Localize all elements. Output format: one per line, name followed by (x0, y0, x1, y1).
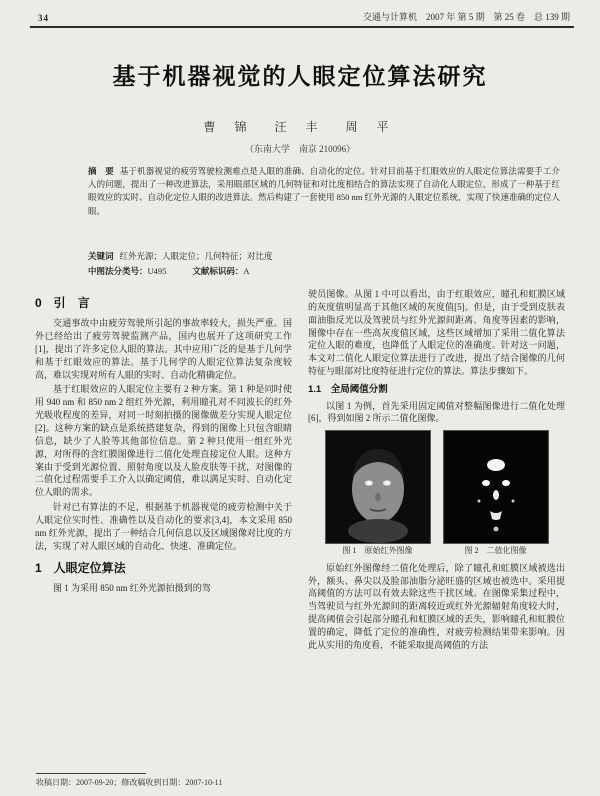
paragraph: 交通事故中由疲劳驾驶所引起的事故率较大，损失严重。国外已经给出了疲劳驾驶监测产品，国内也展开了这项研究工作[1]，提出了许多定位人眼的算法。其中应用广泛的是基于几何学和基于红眼效应的算法。基于几何学的人眼定位算法复杂度较高，难以实现对所有人眼的实时、自动化精确定位。 (35, 318, 292, 380)
abstract-label: 摘 要 (88, 166, 114, 176)
section-1-heading: 1 人眼定位算法 (35, 560, 126, 575)
paragraph: 针对已有算法的不足，根据基于机器视觉的疲劳检测中关于人眼定位实时性、准确性以及自动化的要求[3,4]，本文采用 850 nm 红外光源，提出了一种结合几何信息以及区域图像对比度的方法，实现了对人眼区域的自动化、快速、准确定位。 (35, 502, 292, 551)
keywords-label: 关键词 (88, 251, 114, 261)
received-date-text: 收稿日期：2007-09-20；修改稿收到日期：2007-10-11 (36, 778, 223, 787)
figure-row (308, 431, 565, 543)
page-header (38, 10, 570, 23)
body-columns (35, 288, 565, 766)
paper-title: 基于机器视觉的人眼定位算法研究 (112, 63, 488, 89)
paragraph: 原始红外图像经二值化处理后，除了瞳孔和虹膜区域被选出外，额头、鼻尖以及脸部油脂分泌旺盛的区域也被选中。采用提高阈值的方法可以有效去除这些干扰区域。在图像采集过程中，当驾驶员与红外光源间的距离较近或红外光源辐射角度较大时，提高阈值会引起部分瞳孔和虹膜区域的丢失，影响瞳孔和虹膜位置的确定，降低了定位的准确性，对疲劳检测结果带来影响。因此从实用的角度看，不能采取提高阈值的方法 (308, 562, 565, 650)
figure1-infrared-image (326, 431, 430, 543)
paragraph: 基于红眼效应的人眼定位主要有 2 种方案。第 1 种是同时使用 940 nm 和 850 nm 2 组红外光源，利用瞳孔对不同波长的红外光吸收程度的差异，对同一时刻拍摄的图像做差分实现人眼定位[2]。这种方案的缺点是系统搭建复杂，得到的图像上只包含眼睛信息，缺少了人脸等其他部位信息。第 2 种只使用一组红外光源，对所得的含红膜图像进行二值化处理直接定位人眼。这种方案由于受到光源位置、照射角度以及人脸皮肤等干扰，对图像的二值化过程需要手工介入以确定阈值，难以满足实时、自动化定位人眼的需求。 (35, 384, 292, 498)
authors: 曹 锦 汪 丰 周 平 (203, 120, 397, 134)
received-date-note (36, 773, 296, 788)
paragraph: 图 1 为采用 850 nm 红外光源拍摄到的驾 (53, 582, 211, 593)
paragraph: 以图 1 为例，首先采用固定阈值对整幅图像进行二值化处理[6]，得到如图 2 所示二值化图像。 (308, 400, 565, 424)
figure-captions (308, 545, 565, 556)
classification-line (88, 265, 560, 277)
doc-code-label: 文献标识码： (192, 266, 244, 276)
figure2-binarized-image (444, 431, 548, 543)
abstract (88, 165, 560, 218)
section-0-heading: 0 引 言 (35, 296, 90, 310)
footnote-rule (36, 773, 146, 774)
keywords-text: 红外光源；人眼定位；几何特征；对比度 (119, 251, 273, 261)
figure1-caption: 图 1 原始红外图像 (342, 546, 413, 556)
page-number: 34 (38, 13, 49, 23)
header-rule (30, 26, 574, 28)
doc-code: A (243, 266, 250, 276)
paragraph: 驶员图像。从图 1 中可以看出，由于红眼效应，瞳孔和虹膜区域的灰度值明显高于其他区域的灰度值[5]。但是，由于受到皮肤表面油脂反光以及驾驶员与红外光源间距离、角度等因素的影响，图像中存在一些高灰度值区域，这些区域增加了采用二值化算法定位人眼的难度，也降低了人眼定位的准确度。针对这一问题，本文对二值化人眼定位算法进行了改进，提出了结合图像的几何特征与眼部对比度特征进行定位的算法。算法步骤如下。 (308, 289, 565, 377)
abstract-text: 基于机器视觉的疲劳驾驶检测难点是人眼的准确、自动化的定位。针对目前基于红眼效应的人眼定位算法需要手工介入的问题，提出了一种改进算法，采用眼部区域的几何特征和对比度相结合的算法实现了自动化人眼定位，形成了一种基于红眼效应的实时、自动化定位人眼的改进算法。然后构建了一套使用 850 nm 红外光源的人眼定位系统，实现了快速准确的定位人眼。 (88, 166, 560, 216)
affiliation: （东南大学 南京 210096） (244, 144, 356, 154)
figure2-caption: 图 2 二值化图像 (464, 546, 527, 556)
clc-code: U495 (147, 266, 167, 276)
right-column (308, 288, 565, 766)
clc-label: 中图法分类号： (88, 266, 148, 276)
keywords-line (88, 250, 560, 262)
left-column (35, 288, 292, 766)
journal-info: 交通与计算机 2007 年 第 5 期 第 25 卷 总 139 期 (362, 12, 570, 22)
section-1-1-heading: 1.1 全局阈值分割 (308, 384, 388, 396)
